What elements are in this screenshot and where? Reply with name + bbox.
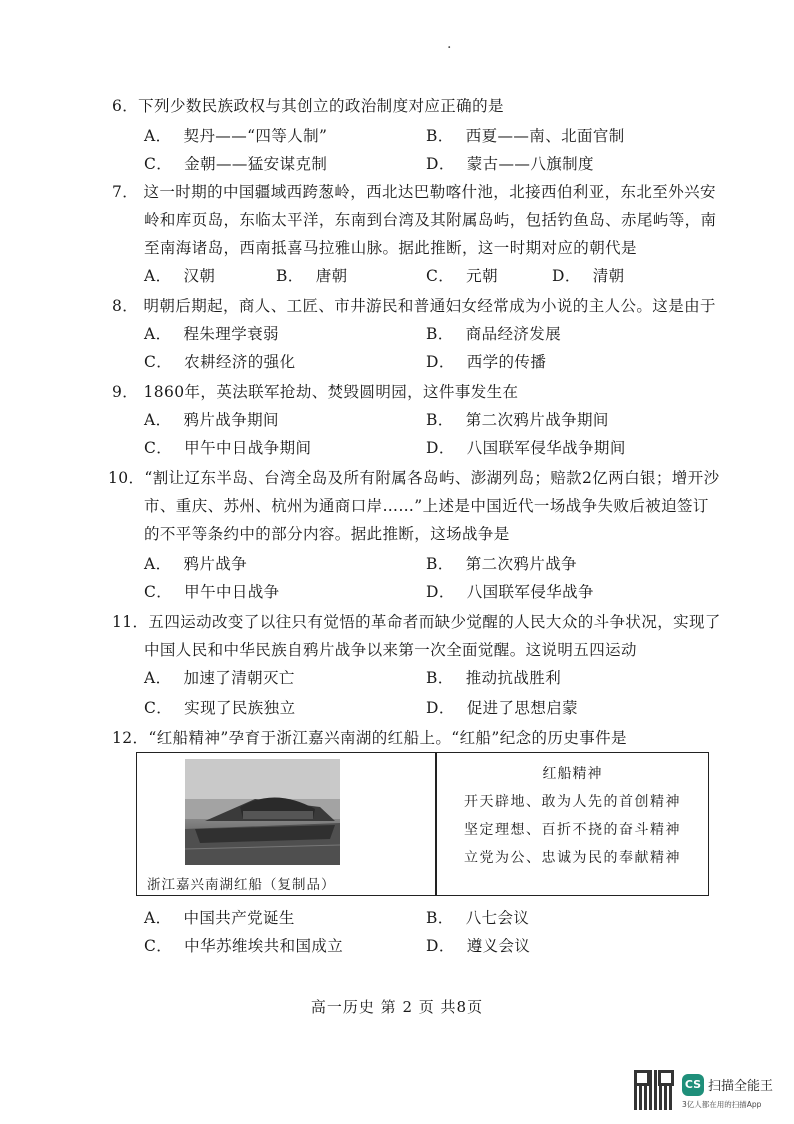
question-7-stem-line-3: 至南海诸岛，西南抵喜马拉雅山脉。据此推断，这一时期对应的朝代是 <box>144 239 637 257</box>
red-boat-spirit-line-1: 开天辟地、敢为人先的首创精神 <box>464 794 681 810</box>
question-7-stem-line-2: 岭和库页岛，东临太平洋，东南到台湾及其附属岛屿，包括钓鱼岛、赤尾屿等，南 <box>144 211 717 229</box>
question-7-option-a: A． 汉朝 <box>144 267 216 285</box>
red-boat-caption: 浙江嘉兴南湖红船（复制品） <box>147 877 336 893</box>
red-boat-photo-panel <box>137 753 435 895</box>
question-10-stem-line-3: 的不平等条约中的部分内容。据此推断，这场战争是 <box>144 525 510 543</box>
question-6-option-b: B． 西夏——南、北面官制 <box>426 127 625 145</box>
question-10-stem-line-1: 10．“割让辽东半岛、台湾全岛及所有附属各岛屿、澎湖列岛；赔款2亿两白银；增开沙 <box>108 469 720 487</box>
question-8-option-c: C． 农耕经济的强化 <box>144 353 296 371</box>
question-11-option-d: D． 促进了思想启蒙 <box>426 699 579 717</box>
red-boat-illustration <box>185 759 340 865</box>
question-7-option-d: D． 清朝 <box>552 267 625 285</box>
question-7-option-c: C． 元朝 <box>426 267 498 285</box>
red-boat-photo <box>185 759 340 865</box>
question-7-option-b: B． 唐朝 <box>276 267 348 285</box>
page-footer: 高一历史 第 2 页 共8页 <box>310 998 484 1016</box>
header-dot: . <box>447 36 452 52</box>
red-boat-spirit-line-3: 立党为公、忠诚为民的奉献精神 <box>464 850 681 866</box>
question-11-option-b: B． 推动抗战胜利 <box>426 669 562 687</box>
question-11-stem-line-2: 中国人民和中华民族自鸦片战争以来第一次全面觉醒。这说明五四运动 <box>144 641 637 659</box>
question-11-stem-line-1: 11．五四运动改变了以往只有觉悟的革命者而缺少觉醒的人民大众的斗争状况，实现了 <box>112 613 721 631</box>
question-9-stem: 9． 1860年，英法联军抢劫、焚毁圆明园，这件事发生在 <box>112 383 519 401</box>
question-11-option-c: C． 实现了民族独立 <box>144 699 296 717</box>
question-9-option-c: C． 甲午中日战争期间 <box>144 439 312 457</box>
question-10-option-b: B． 第二次鸦片战争 <box>426 555 578 573</box>
question-11-option-a: A． 加速了清朝灭亡 <box>144 669 295 687</box>
scanner-tagline: 3亿人都在用的扫描App <box>682 1100 762 1109</box>
red-boat-spirit-title: 红船精神 <box>542 766 603 782</box>
question-10-stem-line-2: 市、重庆、苏州、杭州为通商口岸……”上述是中国近代一场战争失败后被迫签订 <box>144 497 709 515</box>
question-8-option-b: B． 商品经济发展 <box>426 325 562 343</box>
question-12-stem: 12．“红船精神”孕育于浙江嘉兴南湖的红船上。“红船”纪念的历史事件是 <box>112 729 627 747</box>
question-7-stem-line-1: 7． 这一时期的中国疆域西跨葱岭，西北达巴勒喀什池，北接西伯利亚，东北至外兴安 <box>112 183 716 201</box>
question-6-option-d: D． 蒙古——八旗制度 <box>426 155 594 173</box>
question-8-stem: 8． 明朝后期起，商人、工匠、市井游民和普通妇女经常成为小说的主人公。这是由于 <box>112 297 716 315</box>
question-12-option-d: D． 遵义会议 <box>426 937 531 955</box>
red-boat-figure <box>136 752 709 896</box>
question-6-stem: 6．下列少数民族政权与其创立的政治制度对应正确的是 <box>112 97 504 115</box>
scanner-watermark <box>634 1068 794 1118</box>
question-9-option-a: A． 鸦片战争期间 <box>144 411 279 429</box>
question-10-option-d: D． 八国联军侵华战争 <box>426 583 594 601</box>
question-12-option-b: B． 八七会议 <box>426 909 530 927</box>
question-8-option-a: A． 程朱理学衰弱 <box>144 325 279 343</box>
question-6-option-c: C． 金朝——猛安谋克制 <box>144 155 328 173</box>
question-10-option-c: C． 甲午中日战争 <box>144 583 280 601</box>
red-boat-spirit-line-2: 坚定理想、百折不挠的奋斗精神 <box>464 822 681 838</box>
question-8-option-d: D． 西学的传播 <box>426 353 547 371</box>
question-12-option-a: A． 中国共产党诞生 <box>144 909 295 927</box>
qr-code-icon <box>634 1070 674 1110</box>
question-9-option-d: D． 八国联军侵华战争期间 <box>426 439 626 457</box>
question-12-option-c: C． 中华苏维埃共和国成立 <box>144 937 344 955</box>
question-9-option-b: B． 第二次鸦片战争期间 <box>426 411 609 429</box>
question-10-option-a: A． 鸦片战争 <box>144 555 248 573</box>
scanner-app-name: 扫描全能王 <box>708 1079 774 1094</box>
question-6-option-a: A． 契丹——“四等人制” <box>144 127 328 145</box>
cs-logo-icon: CS <box>682 1074 704 1096</box>
